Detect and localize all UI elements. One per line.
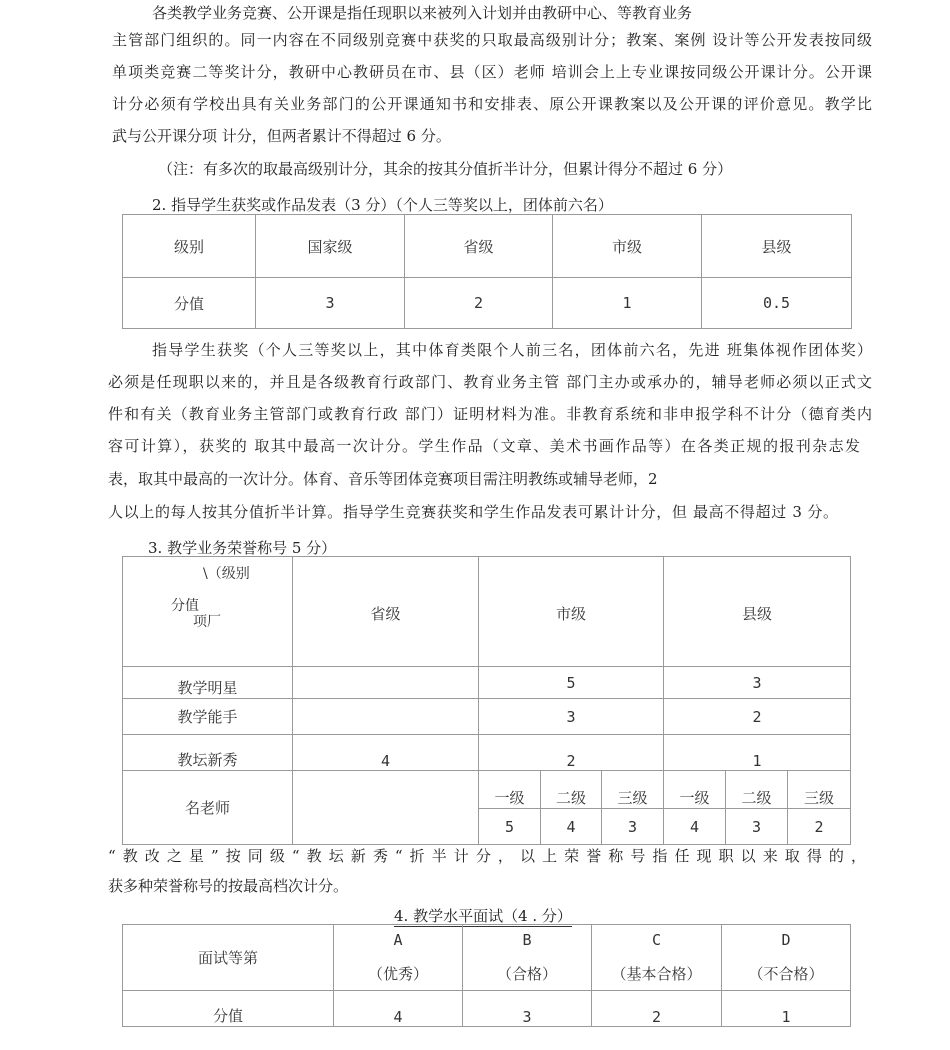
section2-value-province: 2 — [405, 278, 553, 329]
section3-note-line-1: “教改之星”按同级“教坛新秀“折半计分，以上荣誉称号指任现职以来取得的， — [108, 847, 866, 865]
section2-value-county: 0.5 — [702, 278, 852, 329]
section2-header-national: 国家级 — [256, 215, 405, 278]
grade-letter: D — [781, 931, 791, 949]
grade-a-cell — [334, 925, 463, 991]
section3-header-county: 县级 — [664, 557, 851, 667]
section3-note-line-2: 获多种荣誉称号的按最高档次计分。 — [108, 877, 349, 895]
famous-county-grade: 一级 — [664, 771, 726, 809]
grade-letter: C — [651, 931, 662, 949]
section3-value: 1 — [664, 735, 851, 771]
grade-desc: （优秀） — [367, 965, 428, 983]
grade-letter: A — [393, 931, 403, 949]
famous-city-grade: 一级 — [479, 771, 541, 809]
section2-value-national: 3 — [256, 278, 405, 329]
famous-city-value: 5 — [479, 809, 541, 845]
paragraph2-line-3: 件和有关（教育业务主管部门或教育行政 部门）证明材料为准。非教育系统和非申报学科不计分（德育类内 — [108, 405, 872, 423]
section3-value: 4 — [293, 735, 479, 771]
section3-value — [293, 699, 479, 735]
grade-desc: （合格） — [496, 965, 557, 983]
section3-table — [122, 556, 851, 845]
paragraph1-line-3: 单项类竞赛二等奖计分，教研中心教研员在市、县（区）老师 培训会上上专业课按同级公开课计分。公开课 — [112, 63, 872, 81]
paragraph1-line-5: 武与公开课分项 计分，但两者累计不得超过 6 分。 — [112, 127, 451, 145]
section4-table — [122, 924, 851, 1027]
paragraph2-line-1: 指导学生获奖（个人三等奖以上，其中体育类限个人前三名，团体前六名，先进 班集体视作团体奖） — [152, 341, 872, 359]
famous-city-grade: 三级 — [602, 771, 664, 809]
section3-header-city: 市级 — [479, 557, 664, 667]
grade-desc: （不合格） — [748, 965, 824, 983]
corner-item-label: 项厂 — [193, 614, 221, 630]
section4-value: 1 — [722, 991, 851, 1027]
grade-b-cell — [463, 925, 592, 991]
section2-header-county: 县级 — [702, 215, 852, 278]
section3-value: 2 — [479, 735, 664, 771]
corner-level-label: \（级别 — [203, 566, 250, 582]
grade-d-cell — [722, 925, 851, 991]
famous-city-value: 3 — [602, 809, 664, 845]
section3-value: 3 — [664, 667, 851, 699]
section4-row-label: 分值 — [123, 991, 334, 1027]
section2-title: 2. 指导学生获奖或作品发表（3 分）（个人三等奖以上，团体前六名） — [152, 196, 613, 214]
section3-value: 2 — [664, 699, 851, 735]
section2-row-label: 分值 — [123, 278, 256, 329]
paragraph2-line-6: 人以上的每人按其分值折半计算。指导学生竞赛获奖和学生作品发表可累计计分，但 最高不得超过 3 分。 — [108, 503, 838, 521]
section4-value: 2 — [592, 991, 722, 1027]
paragraph1-line-2: 主管部门组织的。同一内容在不同级别竞赛中获奖的只取最高级别计分；教案、案例 设计等公开发表按同级 — [112, 31, 872, 49]
section4-value: 4 — [334, 991, 463, 1027]
section2-header-province: 省级 — [405, 215, 553, 278]
section3-header-province: 省级 — [293, 557, 479, 667]
famous-county-grade: 二级 — [726, 771, 788, 809]
section2-value-city: 1 — [553, 278, 702, 329]
paragraph1-note: （注：有多次的取最高级别计分，其余的按其分值折半计分，但累计得分不超过 6 分） — [158, 160, 733, 178]
section3-value — [293, 667, 479, 699]
section3-row-label: 教坛新秀 — [123, 735, 293, 771]
section3-row-label: 教学能手 — [123, 699, 293, 735]
section2-header-level: 级别 — [123, 215, 256, 278]
famous-city-value: 4 — [541, 809, 602, 845]
paragraph2-line-4: 容可计算），获奖的 取其中最高一次计分。学生作品（文章、美术书画作品等）在各类正规的报刊杂志发 — [108, 437, 860, 455]
section2-header-city: 市级 — [553, 215, 702, 278]
section3-row-label: 教学明星 — [123, 667, 293, 699]
corner-value-label: 分值 — [171, 598, 199, 614]
grade-desc: （基本合格） — [611, 965, 702, 983]
famous-county-grade: 三级 — [788, 771, 851, 809]
paragraph2-line-5: 表，取其中最高的一次计分。体育、音乐等团体竞赛项目需注明教练或辅导老师，2 — [108, 470, 658, 488]
section3-famous-label: 名老师 — [123, 771, 293, 845]
famous-county-value: 2 — [788, 809, 851, 845]
paragraph1-line-1: 各类教学业务竞赛、公开课是指任现职以来被列入计划并由教研中心、等教育业务 — [152, 4, 693, 22]
paragraph2-line-2: 必须是任现职以来的，并且是各级教育行政部门、教育业务主管 部门主办或承办的，辅导老师必须以正式文 — [108, 373, 872, 391]
grade-letter: B — [522, 931, 532, 949]
section3-value: 3 — [479, 699, 664, 735]
section4-header-label: 面试等第 — [123, 925, 334, 991]
section4-title: 4. 教学水平面试（4 . 分） — [394, 907, 572, 925]
grade-c-cell — [592, 925, 722, 991]
section4-value: 3 — [463, 991, 592, 1027]
famous-county-value: 3 — [726, 809, 788, 845]
section3-value: 5 — [479, 667, 664, 699]
section2-table — [122, 214, 852, 329]
section3-title: 3. 教学业务荣誉称号 5 分） — [148, 539, 337, 557]
paragraph1-line-4: 计分必须有学校出具有关业务部门的公开课通知书和安排表、原公开课教案以及公开课的评价意见。教学比 — [112, 95, 872, 113]
section3-corner-cell — [123, 557, 293, 667]
famous-county-value: 4 — [664, 809, 726, 845]
section3-famous-province — [293, 771, 479, 845]
famous-city-grade: 二级 — [541, 771, 602, 809]
